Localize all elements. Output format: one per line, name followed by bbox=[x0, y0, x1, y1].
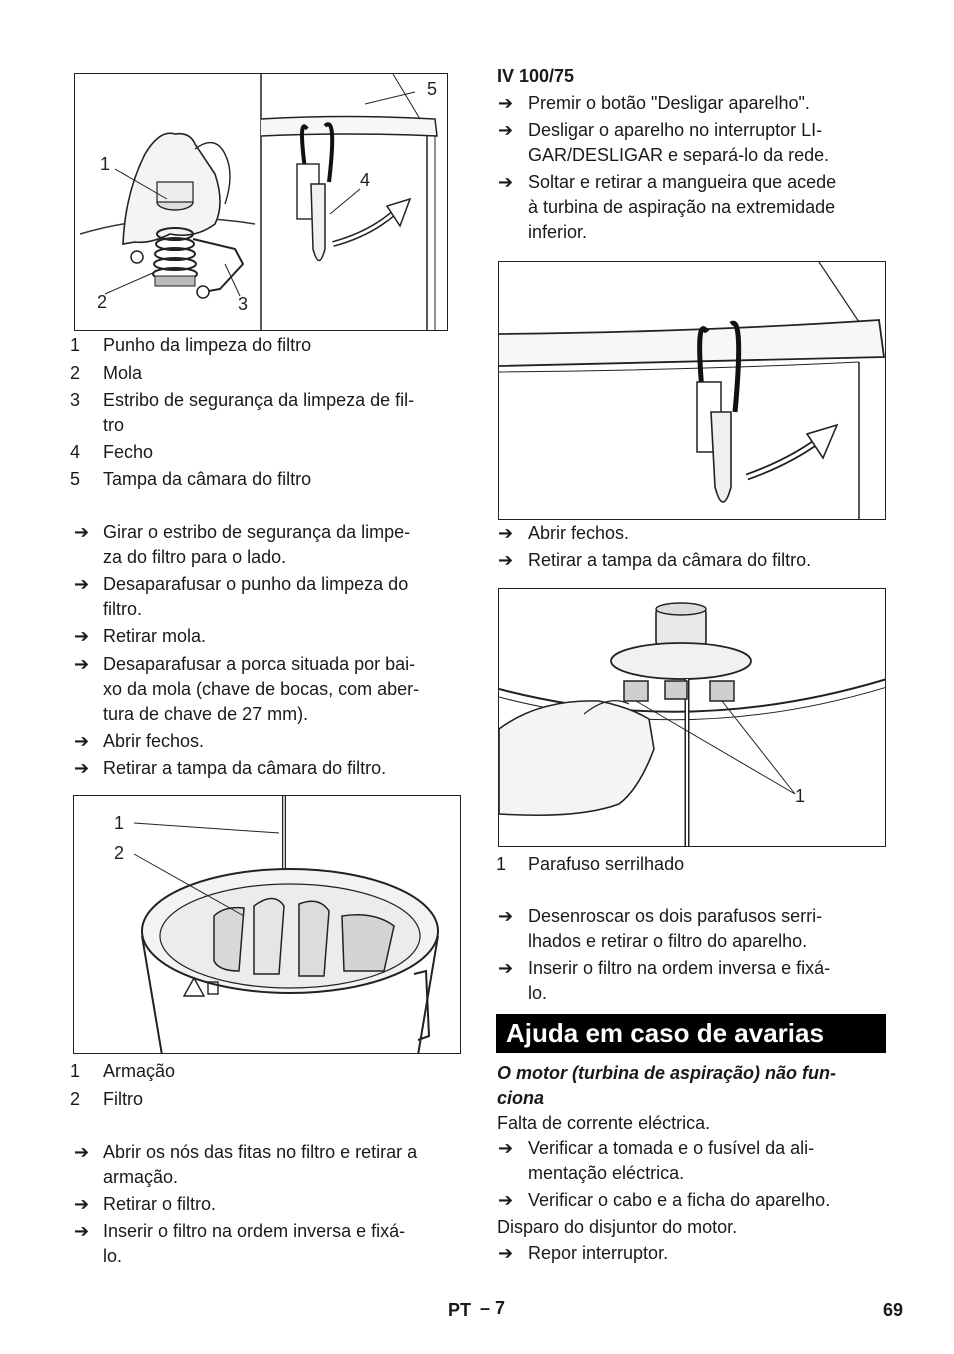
arrow-right-icon: ➔ bbox=[498, 1138, 514, 1158]
legend-text: Parafuso serrilhado bbox=[528, 854, 685, 874]
step-text: Verificar o cabo e a ficha do aparelho. bbox=[528, 1190, 831, 1210]
legend-text: Mola bbox=[103, 363, 143, 383]
step-text: Retirar a tampa da câmara do filtro. bbox=[528, 550, 812, 570]
knurled-screws-illustration bbox=[499, 589, 886, 847]
step-text: tura de chave de 27 mm). bbox=[103, 704, 309, 724]
figure-latch-open bbox=[498, 261, 886, 520]
arrow-right-icon: ➔ bbox=[498, 550, 514, 570]
problem-heading: ciona bbox=[497, 1088, 545, 1108]
legend-number: 3 bbox=[70, 390, 81, 410]
callout-4: 4 bbox=[360, 170, 371, 190]
step-text: Abrir os nós das fitas no filtro e retirar a bbox=[103, 1142, 418, 1162]
legend-number: 1 bbox=[496, 854, 507, 874]
legend-number: 4 bbox=[70, 442, 81, 462]
step-text: Desaparafusar o punho da limpeza do bbox=[103, 574, 409, 594]
callout-5: 5 bbox=[427, 79, 438, 99]
step-text: Desenroscar os dois parafusos serri- bbox=[528, 906, 823, 926]
arrow-right-icon: ➔ bbox=[74, 522, 90, 542]
arrow-right-icon: ➔ bbox=[498, 1243, 514, 1263]
legend-text: Estribo de segurança da limpeza de fil- bbox=[103, 390, 415, 410]
latch-illustration bbox=[499, 262, 886, 520]
filter-frame-illustration bbox=[74, 796, 461, 1054]
figure-knurled-screws bbox=[498, 588, 886, 847]
arrow-right-icon: ➔ bbox=[498, 1190, 514, 1210]
callout-2: 2 bbox=[114, 843, 125, 863]
legend-text: Fecho bbox=[103, 442, 154, 462]
legend-text: Filtro bbox=[103, 1089, 143, 1109]
step-text: Abrir fechos. bbox=[528, 523, 630, 543]
arrow-right-icon: ➔ bbox=[498, 93, 514, 113]
arrow-right-icon: ➔ bbox=[74, 731, 90, 751]
legend-text: Punho da limpeza do filtro bbox=[103, 335, 312, 355]
language-code: PT bbox=[448, 1300, 472, 1320]
arrow-right-icon: ➔ bbox=[74, 1142, 90, 1162]
legend-text: Tampa da câmara do filtro bbox=[103, 469, 312, 489]
arrow-right-icon: ➔ bbox=[74, 1194, 90, 1214]
legend-text: tro bbox=[103, 415, 125, 435]
step-text: Girar o estribo de segurança da limpe- bbox=[103, 522, 411, 542]
problem-heading: O motor (turbina de aspiração) não fun- bbox=[497, 1063, 837, 1083]
callout-1: 1 bbox=[795, 786, 806, 806]
filter-cleaning-illustration bbox=[75, 74, 448, 331]
step-text: inferior. bbox=[528, 222, 588, 242]
arrow-right-icon: ➔ bbox=[498, 523, 514, 543]
figure-filter-frame bbox=[73, 795, 461, 1054]
arrow-right-icon: ➔ bbox=[74, 1221, 90, 1241]
arrow-right-icon: ➔ bbox=[74, 654, 90, 674]
callout-1: 1 bbox=[114, 813, 125, 833]
cause-text: Falta de corrente eléctrica. bbox=[497, 1113, 711, 1133]
step-text: lo. bbox=[103, 1246, 123, 1266]
step-text: lhados e retirar o filtro do aparelho. bbox=[528, 931, 808, 951]
step-text: Retirar mola. bbox=[103, 626, 207, 646]
step-text: Verificar a tomada e o fusível da ali- bbox=[528, 1138, 815, 1158]
step-text: Desaparafusar a porca situada por bai- bbox=[103, 654, 416, 674]
step-text: Retirar a tampa da câmara do filtro. bbox=[103, 758, 387, 778]
step-text: Soltar e retirar a mangueira que acede bbox=[528, 172, 837, 192]
step-text: Retirar o filtro. bbox=[103, 1194, 217, 1214]
step-text: GAR/DESLIGAR e separá-lo da rede. bbox=[528, 145, 830, 165]
step-text: Premir o botão "Desligar aparelho". bbox=[528, 93, 810, 113]
section-title: Ajuda em caso de avarias bbox=[496, 1014, 886, 1053]
step-text: mentação eléctrica. bbox=[528, 1163, 685, 1183]
step-text: lo. bbox=[528, 983, 548, 1003]
step-text: Abrir fechos. bbox=[103, 731, 205, 751]
callout-3: 3 bbox=[238, 294, 249, 314]
legend-number: 2 bbox=[70, 1089, 81, 1109]
callout-1: 1 bbox=[100, 154, 111, 174]
step-text: Inserir o filtro na ordem inversa e fixá- bbox=[528, 958, 831, 978]
page-number: 69 bbox=[883, 1300, 904, 1320]
model-heading: IV 100/75 bbox=[497, 66, 575, 86]
arrow-right-icon: ➔ bbox=[498, 120, 514, 140]
step-text: za do filtro para o lado. bbox=[103, 547, 287, 567]
arrow-right-icon: ➔ bbox=[498, 906, 514, 926]
arrow-right-icon: ➔ bbox=[498, 172, 514, 192]
step-text: Desligar o aparelho no interruptor LI- bbox=[528, 120, 823, 140]
step-text: armação. bbox=[103, 1167, 179, 1187]
arrow-right-icon: ➔ bbox=[74, 574, 90, 594]
legend-number: 2 bbox=[70, 363, 81, 383]
arrow-right-icon: ➔ bbox=[498, 958, 514, 978]
arrow-right-icon: ➔ bbox=[74, 626, 90, 646]
local-page-number: – 7 bbox=[480, 1298, 506, 1318]
legend-text: Armação bbox=[103, 1061, 176, 1081]
step-text: Repor interruptor. bbox=[528, 1243, 669, 1263]
arrow-right-icon: ➔ bbox=[74, 758, 90, 778]
step-text: xo da mola (chave de bocas, com aber- bbox=[103, 679, 420, 699]
step-text: filtro. bbox=[103, 599, 143, 619]
cause-text: Disparo do disjuntor do motor. bbox=[497, 1217, 738, 1237]
legend-number: 5 bbox=[70, 469, 81, 489]
legend-number: 1 bbox=[70, 335, 81, 355]
step-text: Inserir o filtro na ordem inversa e fixá- bbox=[103, 1221, 406, 1241]
step-text: à turbina de aspiração na extremidade bbox=[528, 197, 836, 217]
callout-2: 2 bbox=[97, 292, 108, 312]
figure-filter-cleaning-handle bbox=[74, 73, 448, 331]
legend-number: 1 bbox=[70, 1061, 81, 1081]
